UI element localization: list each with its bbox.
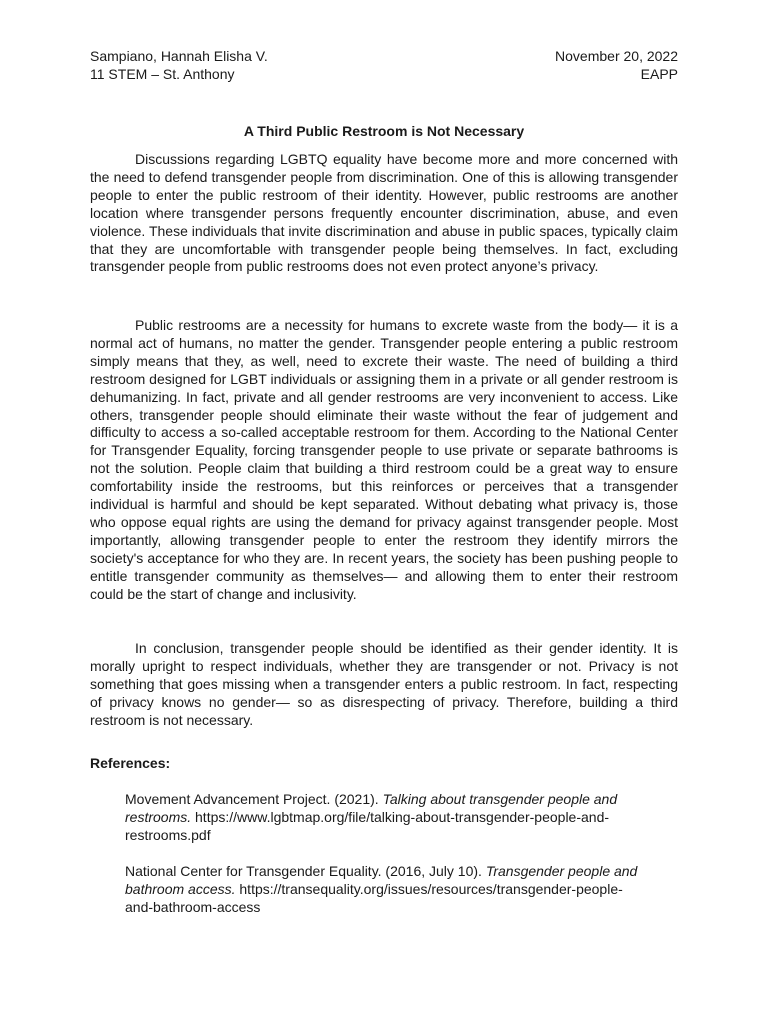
document-page <box>90 0 678 1024</box>
class-section: 11 STEM – St. Anthony <box>90 66 235 82</box>
essay-title: A Third Public Restroom is Not Necessary <box>243 123 525 139</box>
reference-url: https://transequality.org/issues/resources/transgender-people-and-bathroom-access <box>125 881 623 915</box>
header-left <box>90 47 268 83</box>
reference-title: Transgender people and bathroom access. <box>125 863 638 897</box>
body-paragraph-1: Discussions regarding LGBTQ equality have become more and more concerned with the need to defend transgender people from discrimination. One of this is allowing transgender people to enter the public restroom of their identity. However, public restrooms are another location where transgender persons frequently encounter discrimination, abuse, and even violence. These individuals that invite discrimination and abuse in public spaces, typically claim that they are uncomfortable with transgender people being themselves. In fact, excluding transgender people from public restrooms does not even protect anyone’s privacy. <box>90 151 678 275</box>
reference-url: https://www.lgbtmap.org/file/talking-about-transgender-people-and-restrooms.pdf <box>125 809 610 843</box>
body-paragraph-2: Public restrooms are a necessity for humans to excrete waste from the body— it is a normal act of humans, no matter the gender. Transgender people entering a public restroom simply means that they, as well, need to excrete their waste. The need of building a third restroom designed for LGBT individuals or assigning them in a private or all gender restroom is dehumanizing. In fact, private and all gender restrooms are very inconvenient to access. Like others, transgender people should eliminate their waste without the fear of judgement and difficulty to access a so-called acceptable restroom for them. According to the National Center for Transgender Equality, forcing transgender people to use private or separate bathrooms is not the solution. People claim that building a third restroom could be a great way to ensure comfortability inside the restrooms, but this reinforces or perceives that a transgender individual is harmful and should be kept separated. Without debating what privacy is, those who oppose equal rights are using the demand for privacy against transgender people. Most importantly, allowing transgender people to enter the restroom they identify mirrors the society's acceptance for who they are. In recent years, the society has been pushing people to entitle transgender community as themselves— and allowing them to enter their restroom could be the start of change and inclusivity. <box>90 317 678 602</box>
subject-code: EAPP <box>640 66 678 82</box>
body-paragraph-3: In conclusion, transgender people should be identified as their gender identity. It is morally upright to respect individuals, whether they are transgender or not. Privacy is not something that goes missing when a transgender enters a public restroom. In fact, respecting of privacy knows no gender— so as disrespecting of privacy. Therefore, building a third restroom is not necessary. <box>90 640 678 728</box>
reference-item-1 <box>125 790 645 844</box>
reference-author: National Center for Transgender Equality. (2016, July 10). <box>125 863 486 879</box>
reference-title: Talking about transgender people and restrooms. <box>125 791 618 825</box>
references-heading: References: <box>90 755 171 771</box>
header-right <box>555 47 678 83</box>
reference-item-2 <box>125 862 645 916</box>
document-date: November 20, 2022 <box>555 48 678 64</box>
author-name: Sampiano, Hannah Elisha V. <box>90 48 268 64</box>
reference-author: Movement Advancement Project. (2021). <box>125 791 383 807</box>
